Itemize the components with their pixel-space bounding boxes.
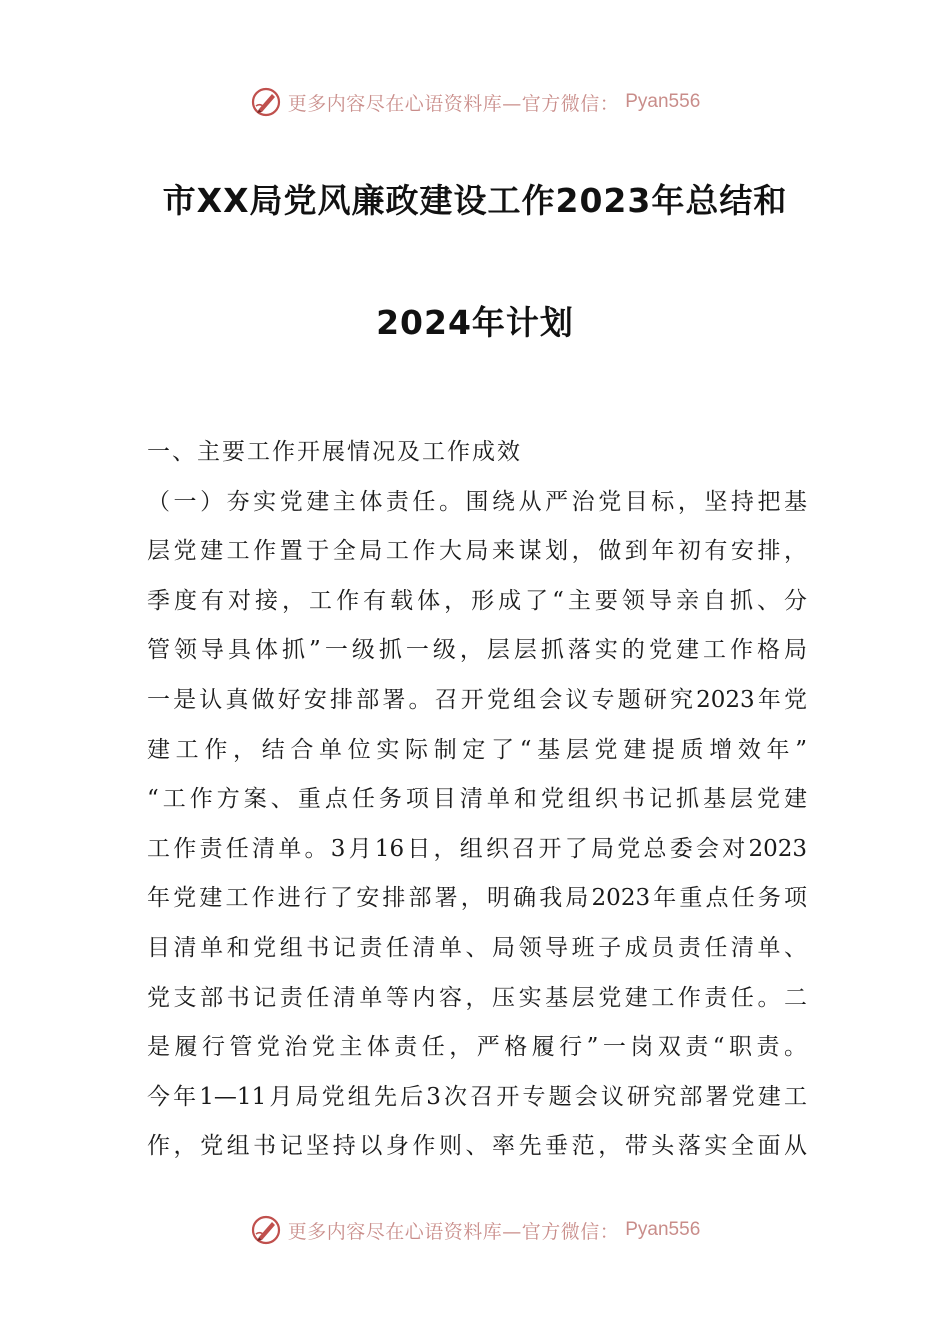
pen-logo-icon — [250, 86, 282, 118]
body-line: 季度有对接，工作有载体，形成了“主要领导亲自抓、分 — [147, 587, 807, 614]
watermark-wechat-id: Pyan556 — [625, 91, 701, 112]
body-line: 党支部书记责任清单等内容，压实基层党建工作责任。二 — [147, 984, 807, 1011]
pen-logo-icon — [250, 1214, 282, 1246]
body-line: 建工作，结合单位实际制定了“基层党建提质增效年” — [147, 736, 807, 763]
body-line: 作，党组书记坚持以身作则、率先垂范，带头落实全面从 — [147, 1133, 807, 1160]
document-body — [147, 428, 807, 1172]
watermark-wechat-id: Pyan556 — [625, 1219, 701, 1240]
body-line: （一）夯实党建主体责任。围绕从严治党目标，坚持把基 — [147, 488, 807, 515]
body-line: “工作方案、重点任务项目清单和党组织书记抓基层党建 — [147, 786, 807, 813]
document-title-line-1: 市XX局党风廉政建设工作2023年总结和 — [162, 181, 788, 220]
body-line: 一是认真做好安排部署。召开党组会议专题研究2023年党 — [147, 686, 807, 713]
body-line: 目清单和党组书记责任清单、局领导班子成员责任清单、 — [147, 934, 807, 961]
body-line: 管领导具体抓”一级抓一级，层层抓落实的党建工作格局 — [147, 637, 807, 664]
watermark-text: 更多内容尽在心语资料库—官方微信： — [287, 92, 620, 115]
watermark-text: 更多内容尽在心语资料库—官方微信： — [287, 1220, 620, 1243]
body-line: 层党建工作置于全局工作大局来谋划，做到年初有安排， — [147, 538, 807, 565]
watermark-header — [0, 82, 950, 122]
document-title-line-2: 2024年计划 — [376, 303, 574, 342]
body-line: 年党建工作进行了安排部署，明确我局2023年重点任务项 — [147, 885, 807, 912]
section-heading: 一、主要工作开展情况及工作成效 — [147, 439, 522, 465]
body-line: 今年1—11月局党组先后3次召开专题会议研究部署党建工 — [147, 1083, 807, 1110]
body-line: 工作责任清单。3月16日，组织召开了局党总委会对2023 — [147, 835, 807, 862]
watermark-footer — [0, 1210, 950, 1250]
body-line: 是履行管党治党主体责任，严格履行”一岗双责“职责。 — [147, 1034, 807, 1061]
